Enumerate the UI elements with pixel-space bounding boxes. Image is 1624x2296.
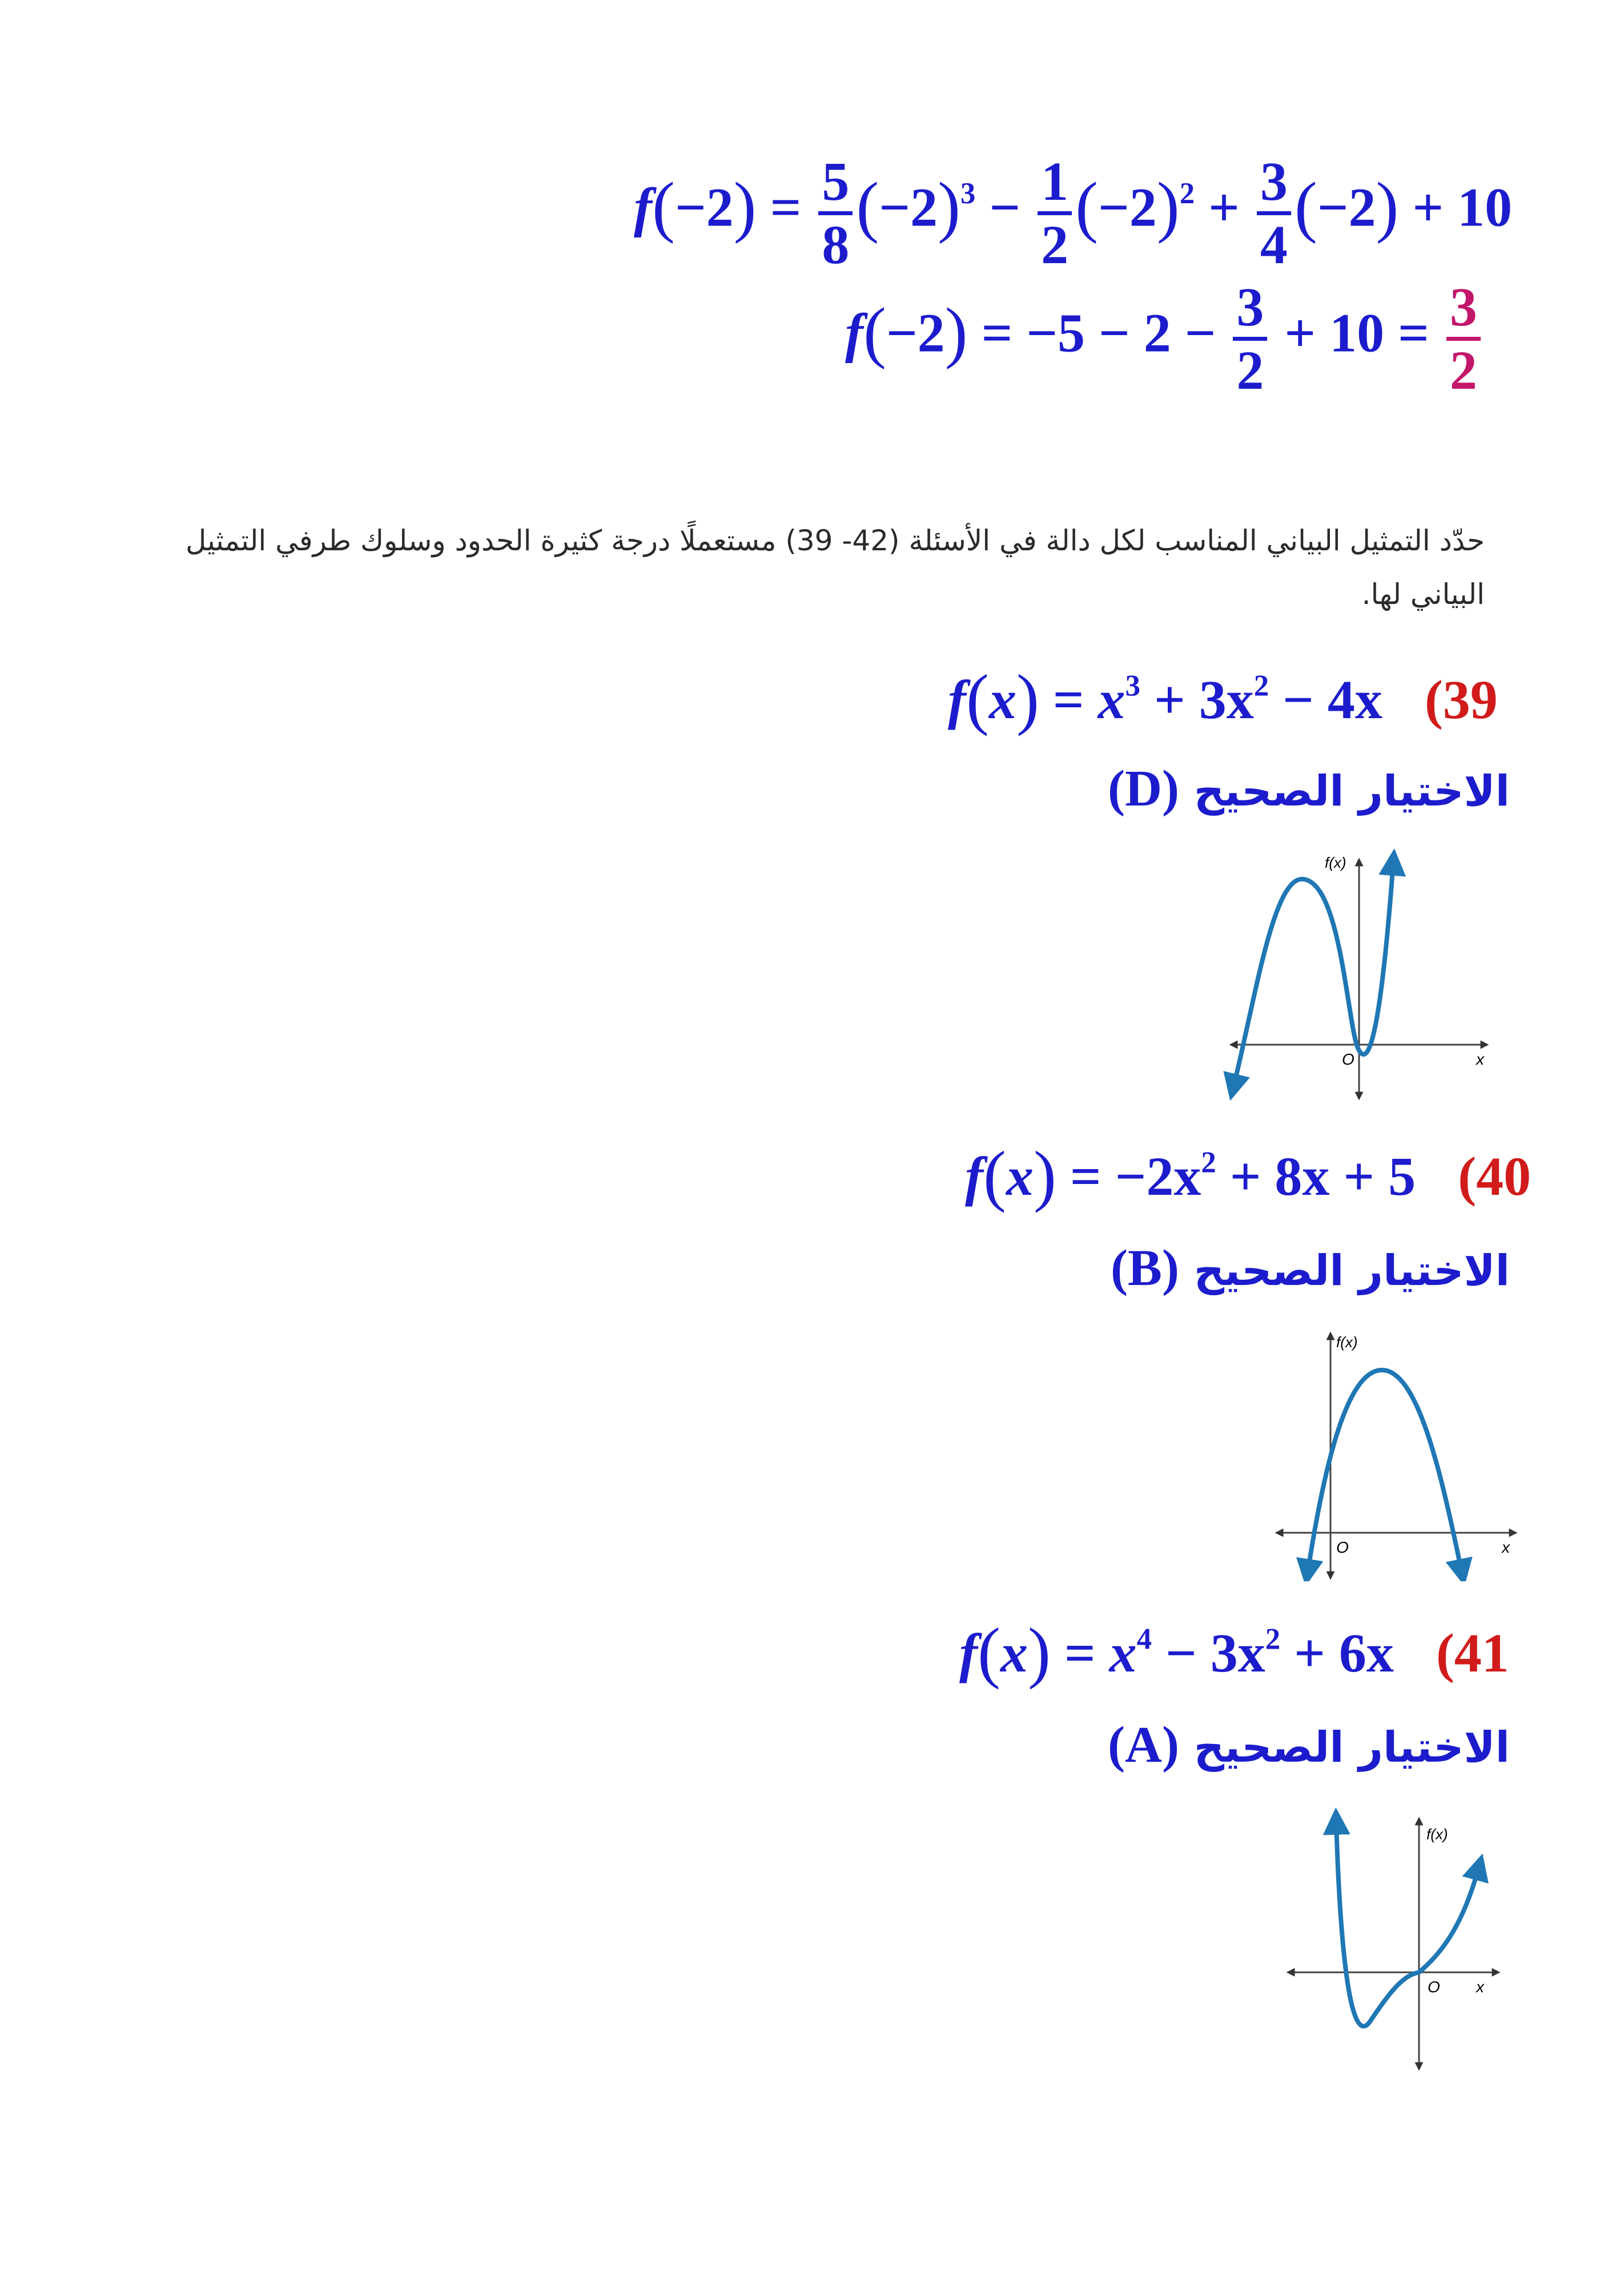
x-axis-label: x [1476, 1978, 1484, 1996]
y-axis-label: f(x) [1325, 854, 1346, 871]
answer-choice-A: (A) [1107, 1717, 1179, 1773]
evaluated-terms: −5 − 2 − [1026, 302, 1216, 364]
function-argument: −2 [674, 176, 734, 238]
answer-choice-B: (B) [1110, 1240, 1179, 1296]
instructions-line-2: البياني لها. [1361, 578, 1485, 611]
instructions-text [103, 514, 1485, 621]
y-axis-label: f(x) [1336, 1334, 1358, 1351]
question-39-answer [1108, 759, 1510, 818]
answer-choice-D: (D) [1107, 760, 1179, 817]
result-fraction: $\frac{3}{2}$ [1446, 280, 1481, 398]
instructions-line-1: حدّد التمثيل البياني المناسب لكل دالة في الأسئلة (42- 39) مستعملًا درجة كثيرة الحدود وسلوك طرفي التمثيل [186, 524, 1485, 557]
question-number-40: (40 [1458, 1146, 1531, 1207]
fraction-3-2: $\frac{3}{2}$ [1233, 280, 1267, 398]
curve [1336, 1821, 1479, 2026]
x-axis-label: x [1502, 1538, 1510, 1556]
origin-label: O [1336, 1538, 1349, 1556]
x-axis-label: x [1476, 1050, 1484, 1068]
fraction-3-4: $\frac{3}{4}$ [1257, 154, 1291, 272]
question-41-answer: الاختيار الصحيح (A) [1107, 1717, 1510, 1773]
question-40-equation: $f(x) = -2x^2 + 8x + 5$ (40 [965, 1137, 1531, 1213]
answer-label: الاختيار الصحيح [1193, 767, 1510, 816]
fraction-5-8: $\frac{5}{8}$ [818, 154, 853, 272]
question-40-answer: الاختيار الصحيح (B) [1110, 1240, 1510, 1296]
constant-term: 10 [1457, 176, 1513, 238]
curve [1233, 862, 1393, 1087]
graph-choice-D [1222, 845, 1496, 1107]
question-39-equation: $f(x) = x^3 + 3x^2 - 4x$ (39 [948, 660, 1498, 736]
y-axis-label: f(x) [1426, 1826, 1448, 1843]
equation-f-neg2-result: f(−2) = −5 − 2 − $\frac{3}{2}$ + 10 = $\frac{3}{2}$ [845, 280, 1484, 398]
graph-choice-A [1285, 1804, 1513, 2072]
question-41-equation: $f(x) = x^4 - 3x^2 + 6x$ (41 [959, 1614, 1509, 1690]
question-number-41: (41 [1436, 1622, 1509, 1683]
graph-choice-B [1273, 1330, 1519, 1581]
origin-label: O [1428, 1978, 1440, 1996]
equation-f-neg2-expanded: f(−2) = $\frac{5}{8}$ $(-2)^3$ − $\frac{1}{2}$ $(-2)^2$ + $\frac{3}{4}$ (−2) + 10 [634, 151, 1513, 275]
function-name: f [634, 176, 652, 238]
origin-label: O [1342, 1050, 1354, 1068]
fraction-1-2: $\frac{1}{2}$ [1038, 154, 1072, 272]
question-number-39: (39 [1424, 669, 1498, 730]
